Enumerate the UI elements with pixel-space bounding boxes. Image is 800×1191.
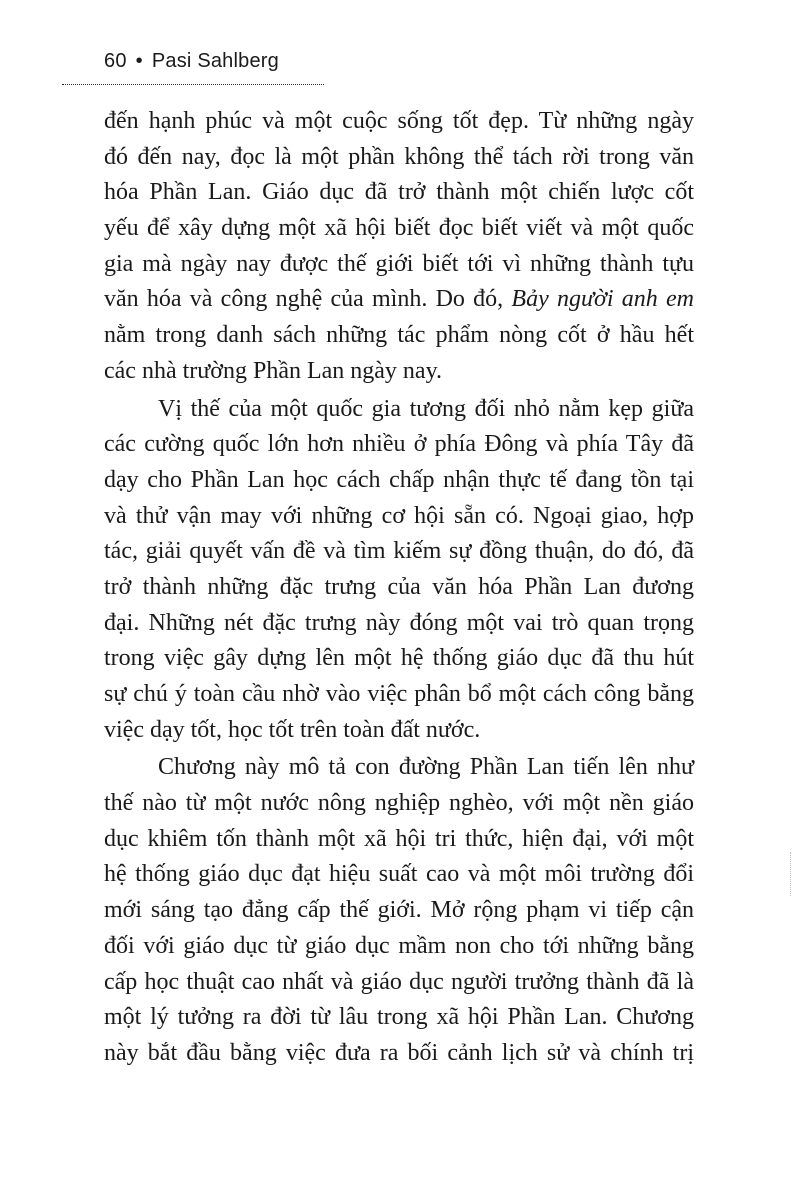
- text-line: thế nào từ một nước nông nghiệp nghèo, với một nền giáo: [104, 790, 694, 817]
- header-bullet: •: [135, 50, 143, 72]
- page-number: 60: [104, 50, 127, 72]
- text-line: đối với giáo dục từ giáo dục mầm non cho tới những bằng: [104, 932, 694, 959]
- paragraph-3: [104, 750, 694, 1071]
- paragraph-1: [104, 104, 694, 390]
- text-line: trở thành những đặc trưng của văn hóa Phần Lan đương: [104, 573, 694, 600]
- text-line: tác, giải quyết vấn đề và tìm kiếm sự đồng thuận, do đó, đã: [104, 538, 694, 565]
- text-line: một lý tưởng ra đời từ lâu trong xã hội Phần Lan. Chương: [104, 1004, 694, 1031]
- text-line: mới sáng tạo đẳng cấp thế giới. Mở rộng phạm vi tiếp cận: [104, 897, 694, 924]
- text-line: các cường quốc lớn hơn nhiều ở phía Đông và phía Tây đã: [104, 431, 694, 458]
- header-dotted-rule: [62, 84, 324, 85]
- text-line: các nhà trường Phần Lan ngày nay.: [104, 357, 443, 384]
- text-line: đến hạnh phúc và một cuộc sống tốt đẹp. Từ những ngày: [104, 108, 694, 134]
- text-line: Chương này mô tả con đường Phần Lan tiến lên như: [158, 754, 694, 781]
- text-line: hệ thống giáo dục đạt hiệu suất cao và một môi trường đổi: [104, 861, 694, 888]
- text-line: đó đến nay, đọc là một phần không thể tách rời trong văn: [104, 143, 694, 170]
- text-line: gia mà ngày nay được thế giới biết tới vì những thành tựu: [104, 250, 694, 277]
- text-line-with-title: [104, 282, 694, 318]
- text-line: và thử vận may với những cơ hội sẵn có. Ngoại giao, hợp: [104, 502, 694, 529]
- text-line: hóa Phần Lan. Giáo dục đã trở thành một chiến lược cốt: [104, 179, 694, 206]
- text-line: yếu để xây dựng một xã hội biết đọc biết viết và một quốc: [104, 215, 694, 242]
- scan-edge-mark: [790, 852, 793, 896]
- text-fragment: văn hóa và công nghệ của mình. Do đó,: [104, 286, 512, 313]
- running-header: [104, 50, 279, 73]
- text-line: sự chú ý toàn cầu nhờ vào việc phân bổ một cách công bằng: [104, 681, 694, 707]
- text-line: trong việc gây dựng lên một hệ thống giáo dục đã thu hút: [104, 645, 694, 672]
- text-line: đại. Những nét đặc trưng này đóng một vai trò quan trọng: [104, 609, 694, 636]
- body-text: [104, 104, 694, 1072]
- book-title-italic: Bảy người anh em: [511, 286, 694, 313]
- text-line: Vị thế của một quốc gia tương đối nhỏ nằm kẹp giữa: [158, 395, 694, 422]
- text-line: dục khiêm tốn thành một xã hội tri thức, hiện đại, với một: [104, 825, 694, 852]
- text-line: nằm trong danh sách những tác phẩm nòng cốt ở hầu hết: [104, 322, 694, 349]
- author-name: Pasi Sahlberg: [151, 50, 279, 72]
- text-line: việc dạy tốt, học tốt trên toàn đất nước.: [104, 716, 481, 743]
- text-line: này bắt đầu bằng việc đưa ra bối cảnh lịch sử và chính trị: [104, 1039, 694, 1066]
- paragraph-2: [104, 392, 694, 749]
- text-line: cấp học thuật cao nhất và giáo dục người trưởng thành đã là: [104, 968, 694, 995]
- text-line: dạy cho Phần Lan học cách chấp nhận thực tế đang tồn tại: [104, 466, 694, 493]
